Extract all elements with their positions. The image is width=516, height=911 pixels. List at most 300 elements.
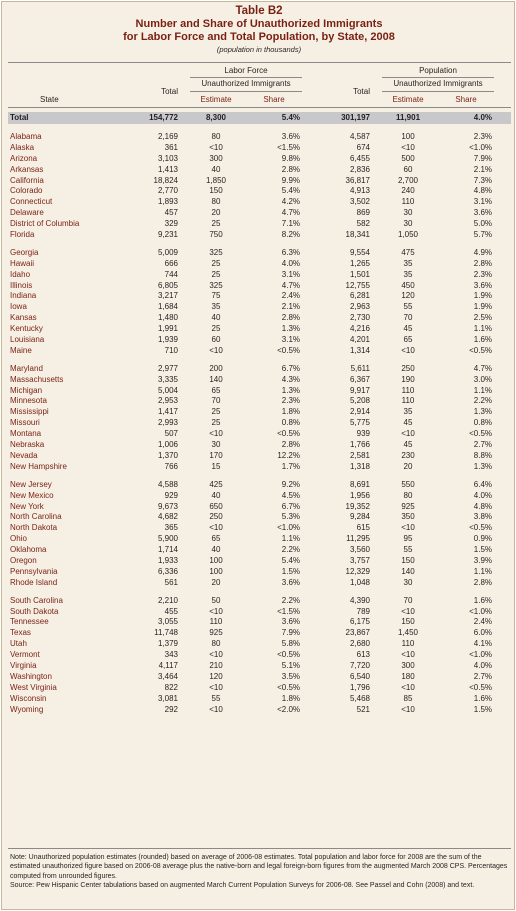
population-share: 1.6%: [473, 595, 492, 605]
population-total: 1,048: [349, 577, 370, 587]
total-labor-force: 154,772: [149, 113, 178, 122]
state-name: Kansas: [10, 313, 37, 323]
table-row: [2, 396, 516, 407]
labor-force-estimate: 30: [211, 440, 221, 450]
labor-force-total: 11,748: [154, 628, 178, 638]
labor-force-total: 457: [164, 208, 178, 218]
labor-force-estimate: 70: [211, 396, 221, 406]
population-share: 3.8%: [473, 512, 492, 522]
table-row: [2, 672, 516, 683]
labor-force-share: 5.4%: [281, 186, 300, 196]
population-total: 6,455: [349, 153, 370, 163]
labor-force-estimate: 75: [211, 291, 221, 301]
labor-force-total: 4,682: [157, 512, 178, 522]
labor-force-estimate: <10: [209, 650, 223, 660]
state-name: District of Columbia: [10, 219, 80, 229]
labor-force-total: 9,673: [157, 501, 178, 511]
note-text: Note: Unauthorized population estimates (rounded) based on average of 2006-08 estimates. Total population and labor force for 2008 are the sum of the estimated unauthorized figure based on 2006-08 average plus the native-born and legal foreign-born figures from the augmented March 2008 CPS. Percentages computed from unrounded figures.: [10, 854, 508, 880]
table-row: [2, 596, 516, 607]
table-title-block: [2, 4, 516, 55]
population-share: 3.6%: [473, 208, 492, 218]
labor-force-total: 561: [164, 577, 178, 587]
population-share: 4.0%: [473, 490, 492, 500]
table-row: [2, 143, 516, 154]
table-row: [2, 628, 516, 639]
labor-force-total: 5,900: [157, 534, 178, 544]
population-share: 1.1%: [473, 324, 492, 334]
state-name: Kentucky: [10, 324, 43, 334]
table-bottom-rule: [8, 848, 511, 849]
population-share: 5.0%: [473, 219, 492, 229]
labor-force-estimate: <10: [209, 606, 223, 616]
labor-force-total: 343: [164, 650, 178, 660]
population-share: 1.1%: [473, 566, 492, 576]
labor-force-estimate: 40: [211, 545, 221, 555]
population-total: 6,367: [349, 374, 370, 384]
population-share: 4.8%: [473, 501, 492, 511]
labor-force-share: 4.7%: [281, 280, 300, 290]
population-share: 2.1%: [473, 164, 492, 174]
population-share: 3.6%: [473, 280, 492, 290]
population-estimate: 55: [403, 545, 413, 555]
table-row: [2, 578, 516, 589]
state-name: Massachusetts: [10, 374, 64, 384]
state-name: Rhode Island: [10, 577, 58, 587]
labor-force-share: 7.1%: [281, 219, 300, 229]
labor-force-estimate: 300: [209, 153, 223, 163]
labor-force-total: 1,480: [157, 313, 178, 323]
population-share: 1.1%: [473, 385, 492, 395]
population-share: 1.6%: [473, 335, 492, 345]
state-name: Louisiana: [10, 335, 45, 345]
labor-force-total: 2,770: [157, 186, 178, 196]
state-name: Indiana: [10, 291, 37, 301]
population-estimate: 30: [403, 577, 413, 587]
table-row: [2, 281, 516, 292]
population-total: 2,963: [349, 302, 370, 312]
state-group: [2, 132, 516, 241]
table-row: [2, 545, 516, 556]
population-share: 1.9%: [473, 291, 492, 301]
table-row: [2, 186, 516, 197]
state-name: Virginia: [10, 660, 37, 670]
population-estimate-header: Estimate: [392, 95, 424, 104]
population-estimate: 230: [401, 450, 415, 460]
population-total: 12,329: [345, 566, 370, 576]
labor-force-sub-rule: [190, 91, 302, 92]
table-row: [2, 451, 516, 462]
state-group: [2, 248, 516, 357]
labor-force-total: 2,210: [157, 595, 178, 605]
population-estimate: 140: [401, 566, 415, 576]
population-share: 2.4%: [473, 617, 492, 627]
labor-force-share: 1.5%: [281, 566, 300, 576]
state-name: Maryland: [10, 363, 43, 373]
labor-force-share: 8.2%: [281, 230, 300, 240]
table-row: [2, 324, 516, 335]
population-estimate: 35: [403, 258, 413, 268]
labor-force-estimate: 170: [209, 450, 223, 460]
population-share: 7.3%: [473, 175, 492, 185]
labor-force-total: 6,805: [157, 280, 178, 290]
labor-force-share: 2.8%: [281, 313, 300, 323]
total-labor-force-estimate: 8,300: [205, 113, 227, 122]
state-name: Minnesota: [10, 396, 47, 406]
labor-force-share: 5.1%: [281, 660, 300, 670]
labor-force-share: 3.1%: [281, 269, 300, 279]
population-estimate: 45: [403, 440, 413, 450]
table-row: [2, 440, 516, 451]
population-total: 613: [356, 650, 370, 660]
table-row: [2, 132, 516, 143]
population-share: <0.5%: [469, 429, 492, 439]
labor-force-total: 1,933: [157, 555, 178, 565]
population-total: 6,540: [349, 671, 370, 681]
labor-force-share: 3.6%: [281, 617, 300, 627]
population-estimate: 500: [401, 153, 415, 163]
population-estimate: 110: [401, 385, 415, 395]
population-estimate: 20: [403, 461, 413, 471]
labor-force-total: 1,893: [157, 197, 178, 207]
population-estimate: <10: [401, 142, 415, 152]
labor-force-estimate: 25: [211, 269, 221, 279]
labor-force-share: 2.2%: [281, 595, 300, 605]
labor-force-estimate: 325: [209, 247, 223, 257]
population-share: 3.0%: [473, 374, 492, 384]
labor-force-share: 3.6%: [281, 577, 300, 587]
labor-force-share: <1.5%: [277, 142, 300, 152]
population-share: 1.6%: [473, 693, 492, 703]
labor-force-share: <0.5%: [277, 682, 300, 692]
population-estimate: 60: [403, 164, 413, 174]
population-share: 3.1%: [473, 197, 492, 207]
labor-force-estimate: 25: [211, 418, 221, 428]
population-total: 18,341: [345, 230, 370, 240]
population-total: 4,201: [349, 335, 370, 345]
table-title-line2: for Labor Force and Total Population, by State, 2008: [123, 31, 395, 43]
table-row: [2, 556, 516, 567]
table-row: [2, 407, 516, 418]
population-estimate: 150: [401, 617, 415, 627]
labor-force-total: 2,953: [157, 396, 178, 406]
population-share: 4.8%: [473, 186, 492, 196]
labor-force-estimate: 925: [209, 628, 223, 638]
labor-force-total: 1,006: [157, 440, 178, 450]
labor-force-total: 3,081: [157, 693, 178, 703]
state-name: Nevada: [10, 450, 38, 460]
population-share: 2.8%: [473, 577, 492, 587]
population-estimate: 110: [401, 197, 415, 207]
population-rule: [382, 77, 494, 78]
state-name: Alaska: [10, 142, 35, 152]
labor-force-share: <1.0%: [277, 523, 300, 533]
state-name: New Jersey: [10, 479, 52, 489]
labor-force-share: 9.2%: [281, 479, 300, 489]
labor-force-total: 1,684: [157, 302, 178, 312]
population-estimate: 45: [403, 418, 413, 428]
population-estimate: <10: [401, 429, 415, 439]
header-bottom-rule: [8, 107, 511, 108]
labor-force-share: 3.6%: [281, 132, 300, 141]
population-estimate: 350: [401, 512, 415, 522]
table-row: [2, 364, 516, 375]
state-name: Georgia: [10, 247, 39, 257]
labor-force-share: 1.1%: [281, 534, 300, 544]
population-total: 1,318: [349, 461, 370, 471]
state-name: Illinois: [10, 280, 33, 290]
population-share: 4.1%: [473, 639, 492, 649]
population-total: 521: [356, 704, 370, 714]
labor-force-estimate: <10: [209, 523, 223, 533]
labor-force-share: 9.8%: [281, 153, 300, 163]
population-group-header: Population: [419, 66, 457, 75]
state-name: New Hampshire: [10, 461, 67, 471]
total-labor-force-share: 5.4%: [281, 113, 300, 122]
labor-force-share: 6.3%: [281, 247, 300, 257]
labor-force-total: 9,231: [157, 230, 178, 240]
population-share: 6.0%: [473, 628, 492, 638]
state-name: Iowa: [10, 302, 27, 312]
labor-force-total: 2,977: [157, 363, 178, 373]
labor-force-share: <0.5%: [277, 650, 300, 660]
labor-force-estimate: 25: [211, 324, 221, 334]
labor-force-total: 4,117: [158, 660, 178, 670]
table-row: [2, 502, 516, 513]
labor-force-estimate: 20: [211, 577, 221, 587]
labor-force-share: 2.8%: [281, 440, 300, 450]
population-total: 9,284: [349, 512, 370, 522]
labor-force-estimate: <10: [209, 429, 223, 439]
labor-force-share: <0.5%: [277, 345, 300, 355]
state-name: Delaware: [10, 208, 44, 218]
population-share-header: Share: [455, 95, 477, 104]
labor-force-share: 6.7%: [281, 501, 300, 511]
table-row: [2, 335, 516, 346]
population-share: 2.5%: [473, 313, 492, 323]
state-name: Oregon: [10, 555, 37, 565]
population-estimate: 250: [401, 363, 415, 373]
labor-force-estimate: 20: [211, 208, 221, 218]
labor-force-estimate: 750: [209, 230, 223, 240]
table-row: [2, 375, 516, 386]
labor-force-estimate: 200: [209, 363, 223, 373]
population-estimate: 80: [403, 490, 413, 500]
population-total: 2,581: [349, 450, 370, 460]
labor-force-estimate: 80: [211, 197, 221, 207]
population-total: 939: [356, 429, 370, 439]
labor-force-estimate: 65: [211, 385, 221, 395]
state-name: Wisconsin: [10, 693, 47, 703]
population-total: 9,554: [349, 247, 370, 257]
table-panel: [1, 1, 515, 910]
population-total: 5,468: [349, 693, 370, 703]
population-estimate: 450: [401, 280, 415, 290]
population-share: <0.5%: [469, 345, 492, 355]
labor-force-estimate: <10: [209, 142, 223, 152]
table-row: [2, 607, 516, 618]
population-share: <1.0%: [469, 650, 492, 660]
population-estimate: 45: [403, 324, 413, 334]
table-row: [2, 313, 516, 324]
labor-force-total: 2,993: [157, 418, 178, 428]
labor-force-total: 1,714: [157, 545, 178, 555]
state-name: South Carolina: [10, 595, 63, 605]
notes-block: [10, 853, 510, 891]
labor-force-estimate: 50: [211, 595, 221, 605]
population-share: <0.5%: [469, 682, 492, 692]
labor-force-total: 18,824: [153, 175, 178, 185]
table-row: [2, 154, 516, 165]
state-name: Tennessee: [10, 617, 49, 627]
population-share: 2.7%: [473, 671, 492, 681]
population-estimate: 180: [401, 671, 415, 681]
total-population-share: 4.0%: [473, 113, 492, 122]
header-top-rule: [8, 62, 511, 63]
population-share: 4.9%: [473, 247, 492, 257]
state-name: Utah: [10, 639, 27, 649]
labor-force-share: 2.8%: [281, 164, 300, 174]
labor-force-estimate-header: Estimate: [200, 95, 232, 104]
table-row: [2, 512, 516, 523]
population-total: 1,265: [349, 258, 370, 268]
state-name: Michigan: [10, 385, 43, 395]
labor-force-total: 4,588: [157, 479, 178, 489]
table-row: [2, 534, 516, 545]
labor-force-estimate: 1,850: [205, 175, 227, 185]
state-name: Arkansas: [10, 164, 44, 174]
population-estimate: 30: [403, 208, 413, 218]
population-total: 5,611: [350, 363, 370, 373]
population-estimate: 35: [403, 407, 413, 417]
labor-force-estimate: <10: [209, 704, 223, 714]
table-row: [2, 694, 516, 705]
state-group: [2, 480, 516, 589]
labor-force-total-header: Total: [161, 87, 178, 96]
population-total: 1,766: [349, 440, 370, 450]
labor-force-group-header: Labor Force: [224, 66, 268, 75]
labor-force-share: 2.3%: [281, 396, 300, 406]
population-estimate: <10: [401, 704, 415, 714]
table-title-line1: Number and Share of Unauthorized Immigrants: [135, 18, 383, 30]
source-text: Source: Pew Hispanic Center tabulations based on augmented March Current Population Surveys for 2006-08. See Passel and Cohn (2008) and text.: [10, 882, 475, 890]
total-label: Total: [10, 113, 29, 122]
population-share: 0.9%: [473, 534, 492, 544]
table-row: [2, 208, 516, 219]
population-total: 3,502: [349, 197, 370, 207]
labor-force-total: 1,991: [157, 324, 178, 334]
population-share: 2.3%: [473, 269, 492, 279]
table-row: [2, 661, 516, 672]
state-name: Alabama: [10, 132, 42, 141]
labor-force-total: 3,464: [157, 671, 178, 681]
labor-force-estimate: 55: [211, 693, 221, 703]
state-name: Texas: [10, 628, 31, 638]
labor-force-total: 710: [164, 345, 178, 355]
population-estimate: 70: [403, 313, 413, 323]
state-group: [2, 364, 516, 473]
labor-force-total: 1,939: [157, 335, 178, 345]
population-share: 1.3%: [473, 407, 492, 417]
labor-force-total: 744: [164, 269, 178, 279]
table-row: [2, 418, 516, 429]
population-estimate: 475: [401, 247, 415, 257]
population-sub-rule: [382, 91, 494, 92]
population-estimate: 110: [401, 639, 415, 649]
population-estimate: 35: [403, 269, 413, 279]
population-total: 8,691: [349, 479, 370, 489]
labor-force-estimate: <10: [209, 345, 223, 355]
state-name: Arizona: [10, 153, 38, 163]
state-name: Missouri: [10, 418, 40, 428]
population-share: 8.8%: [473, 450, 492, 460]
table-row: [2, 523, 516, 534]
state-name: New Mexico: [10, 490, 54, 500]
population-share: 1.5%: [473, 704, 492, 714]
population-estimate: 95: [403, 534, 413, 544]
labor-force-estimate: 100: [209, 566, 223, 576]
state-name: South Dakota: [10, 606, 59, 616]
population-share: 2.8%: [473, 258, 492, 268]
labor-force-estimate: 650: [209, 501, 223, 511]
labor-force-total: 329: [164, 219, 178, 229]
table-row: [2, 567, 516, 578]
population-total: 674: [356, 142, 370, 152]
population-share: 6.4%: [473, 479, 492, 489]
population-total: 9,917: [349, 385, 370, 395]
labor-force-estimate: 40: [211, 313, 221, 323]
population-estimate: 190: [401, 374, 415, 384]
table-row: [2, 462, 516, 473]
table-row: [2, 683, 516, 694]
labor-force-share: 4.5%: [281, 490, 300, 500]
labor-force-estimate: 25: [211, 407, 221, 417]
labor-force-total: 3,335: [157, 374, 178, 384]
labor-force-estimate: 425: [209, 479, 223, 489]
labor-force-total: 5,009: [157, 247, 178, 257]
labor-force-share: 5.4%: [281, 555, 300, 565]
table-row: [2, 386, 516, 397]
population-total: 4,390: [349, 595, 370, 605]
labor-force-total: 1,379: [157, 639, 178, 649]
labor-force-total: 507: [164, 429, 178, 439]
labor-force-share: 2.4%: [281, 291, 300, 301]
table-row: [2, 617, 516, 628]
state-name: North Carolina: [10, 512, 62, 522]
labor-force-estimate: 120: [209, 671, 223, 681]
state-rows: [2, 132, 516, 722]
total-population-estimate: 11,901: [395, 113, 421, 122]
labor-force-total: 3,217: [157, 291, 178, 301]
population-estimate: 550: [401, 479, 415, 489]
state-name: New York: [10, 501, 44, 511]
labor-force-total: 1,413: [157, 164, 178, 174]
labor-force-estimate: 110: [209, 617, 223, 627]
population-share: 1.5%: [473, 545, 492, 555]
labor-force-estimate: 15: [211, 461, 221, 471]
population-share: <1.0%: [469, 142, 492, 152]
population-total: 5,208: [349, 396, 370, 406]
population-estimate: <10: [401, 682, 415, 692]
labor-force-share: 1.3%: [281, 324, 300, 334]
population-total: 6,175: [349, 617, 370, 627]
population-estimate: 70: [403, 595, 413, 605]
table-row: [2, 219, 516, 230]
labor-force-total: 766: [164, 461, 178, 471]
population-total: 3,560: [349, 545, 370, 555]
labor-force-total: 365: [164, 523, 178, 533]
population-total: 2,680: [349, 639, 370, 649]
state-name: Maine: [10, 345, 32, 355]
